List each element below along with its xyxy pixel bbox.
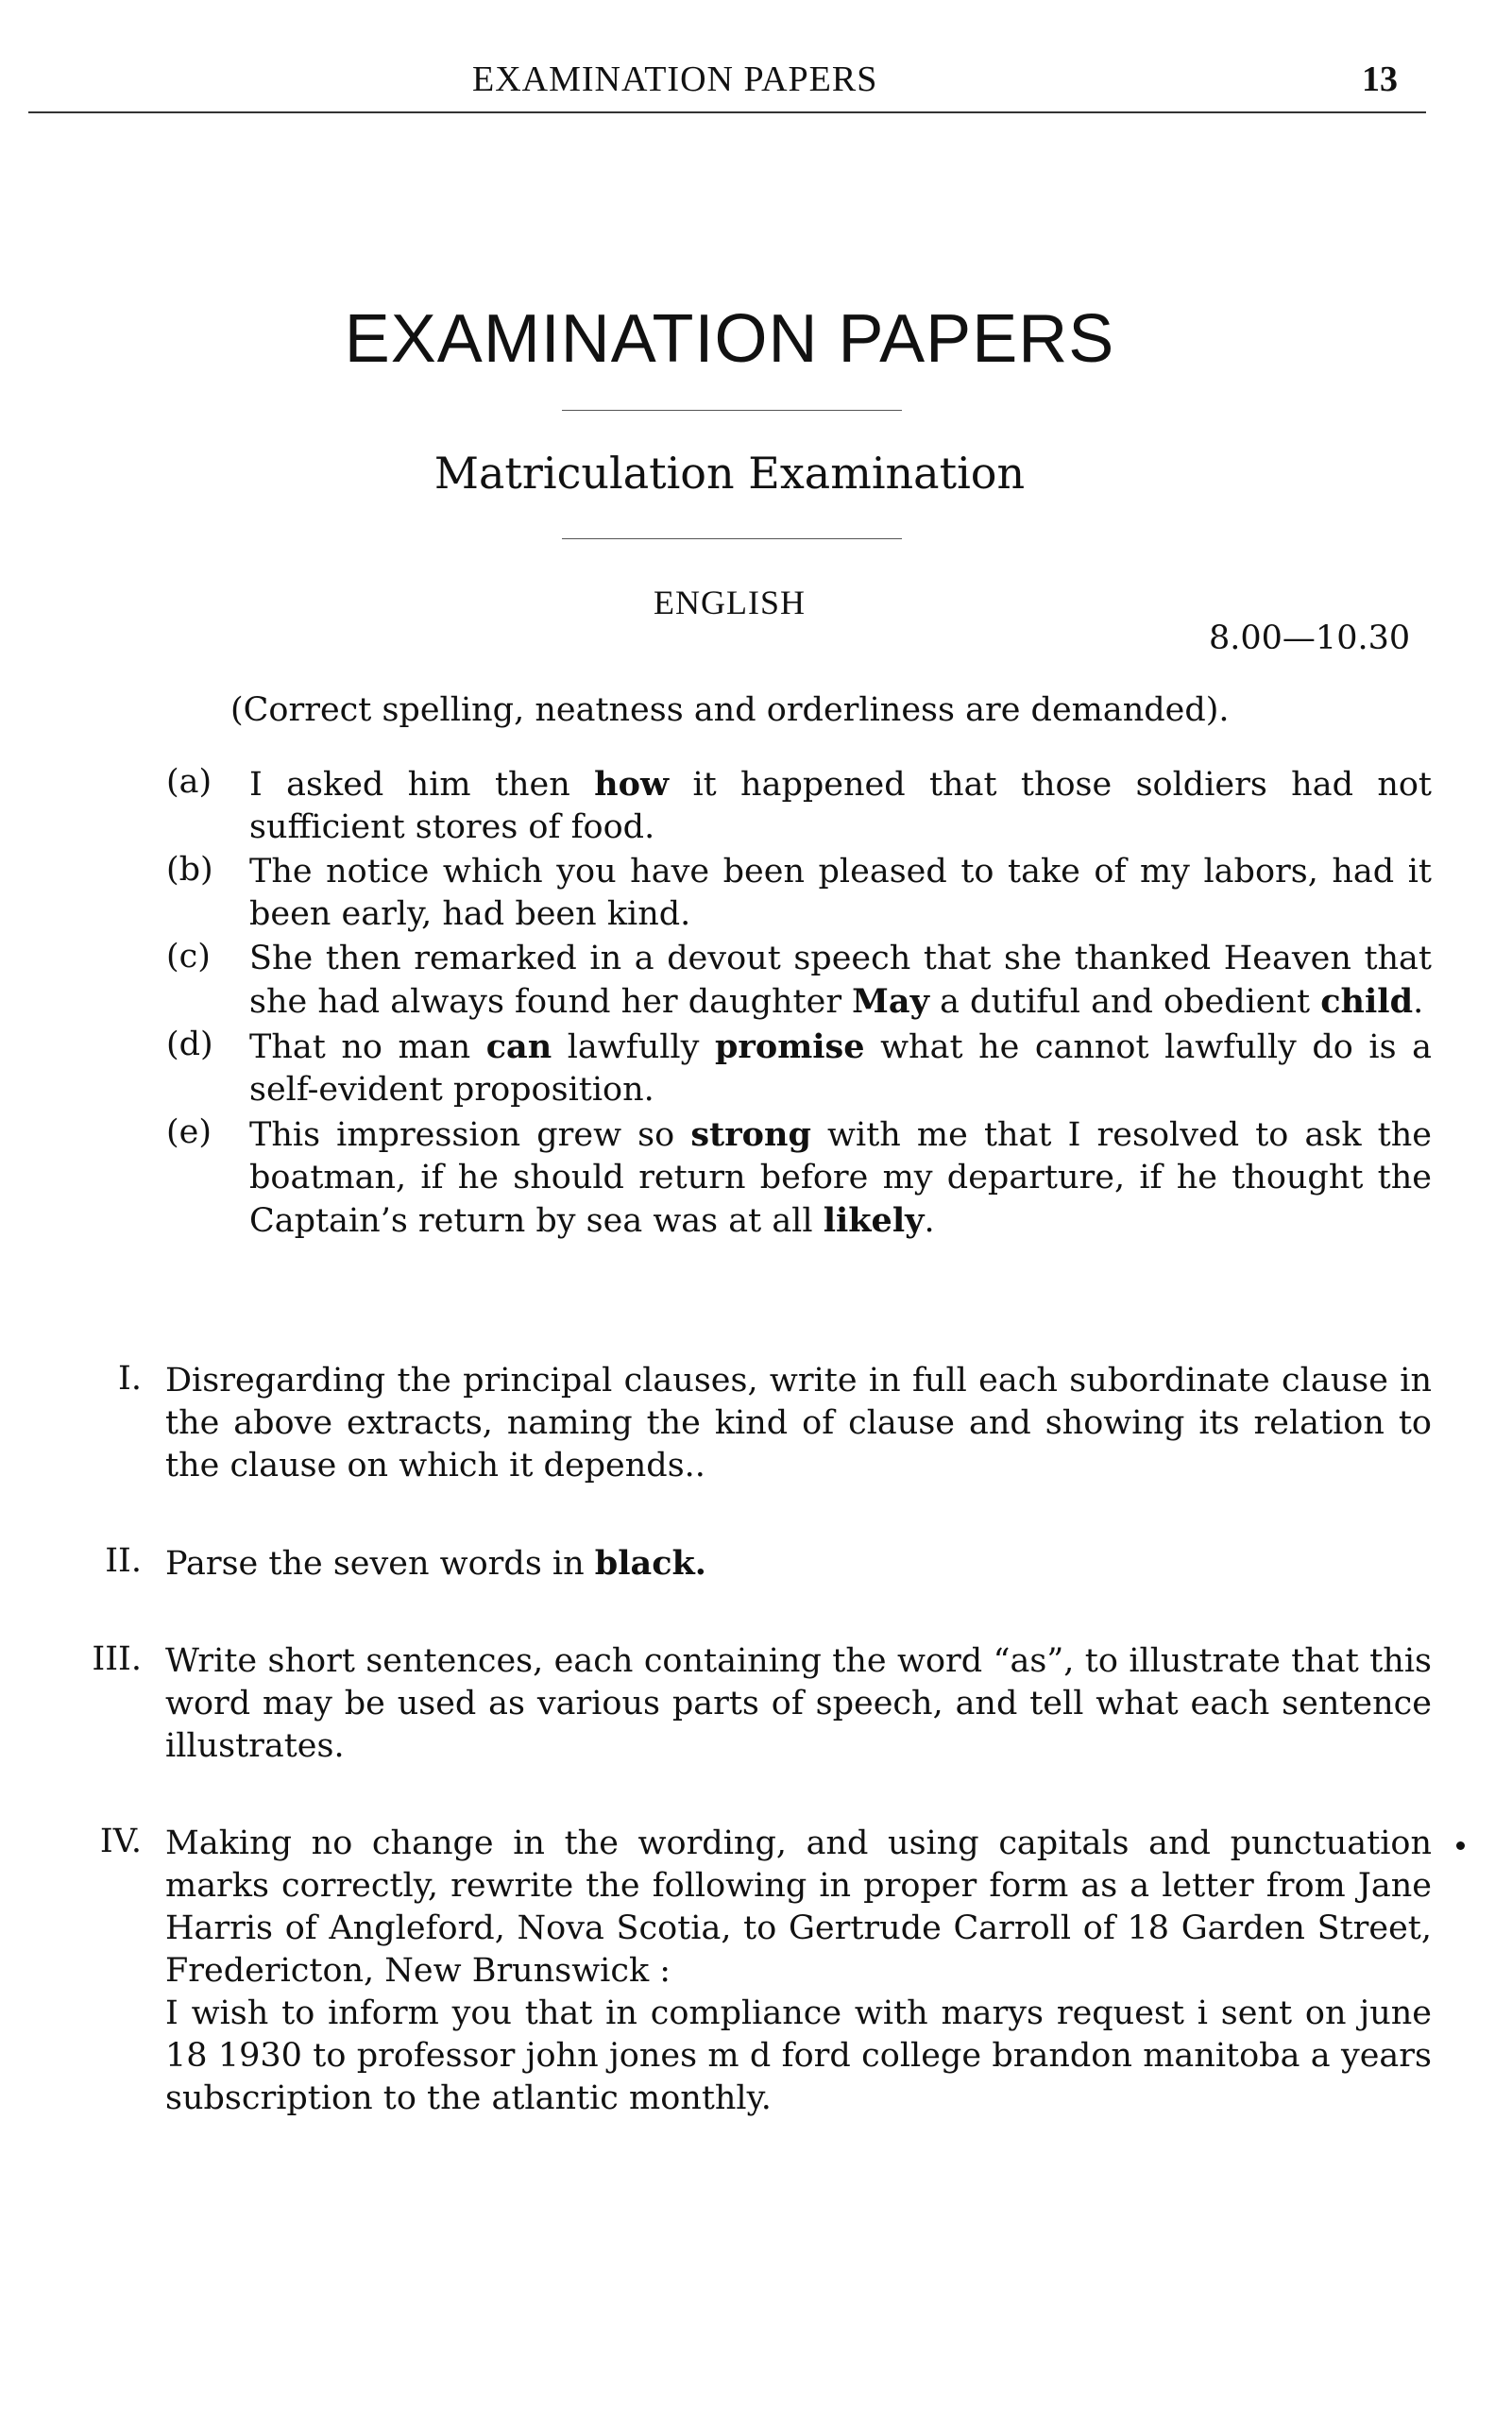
extract-item — [166, 1026, 1432, 1111]
extract-label: (b) — [166, 851, 213, 889]
extract-text: That no man can lawfully promise what he cannot lawfully do is a self-evident proposition. — [249, 1027, 1432, 1109]
extract-item — [166, 851, 1432, 936]
extract-text: She then remarked in a devout speech that she thanked Heaven that she had always found her daughter May a dutiful and obedient child. — [249, 940, 1432, 1021]
extract-text: This impression grew so strong with me that I resolved to ask the boatman, if he should return before my departure, if he thought the Captain’s return by sea was at all likely. — [249, 1115, 1432, 1240]
running-header — [0, 59, 1512, 115]
question-text: Parse the seven words in black. — [165, 1544, 706, 1583]
extract-item — [166, 1113, 1432, 1243]
question-item — [38, 1360, 1432, 1487]
subtitle-divider — [562, 538, 902, 539]
question-text: Write short sentences, each containing the word “as”, to illustrate that this word may be used as various parts of speech, and tell what each sentence illustrates. — [165, 1642, 1432, 1765]
extract-text: I asked him then how it happened that those soldiers had not sufficient stores of food. — [249, 765, 1432, 846]
exam-time: 8.00—10.30 — [1209, 619, 1411, 657]
question-item — [38, 1823, 1432, 2120]
instructions-note: (Correct spelling, neatness and orderliness are demanded). — [230, 691, 1230, 729]
extract-item — [166, 763, 1432, 849]
bold-word: promise — [714, 1027, 865, 1066]
page-title: EXAMINATION PAPERS — [344, 301, 1115, 377]
question-item — [38, 1542, 1432, 1586]
extract-label: (c) — [166, 938, 211, 975]
title-divider — [562, 410, 902, 411]
running-header-title: EXAMINATION PAPERS — [472, 59, 878, 99]
exam-subtitle: Matriculation Examination — [433, 448, 1026, 499]
margin-dot — [1456, 1841, 1465, 1850]
subject-heading: ENGLISH — [654, 584, 806, 621]
extract-label: (e) — [166, 1113, 212, 1151]
bold-word: child — [1320, 982, 1414, 1021]
bold-word: can — [485, 1027, 552, 1066]
extracts-list — [166, 763, 1432, 1245]
questions-list — [38, 1360, 1432, 2120]
question-number: II. — [105, 1542, 142, 1580]
question-number: III. — [92, 1640, 142, 1678]
question-text: Disregarding the principal clauses, write in full each subordinate clause in the above extracts, naming the kind of clause and showing its relation to the clause on which it depends.. — [165, 1362, 1432, 1484]
page-number: 13 — [1362, 59, 1398, 99]
header-rule — [28, 111, 1426, 113]
bold-word: likely — [823, 1201, 925, 1240]
extract-item — [166, 938, 1432, 1024]
letter-text: I wish to inform you that in compliance with marys request i sent on june 18 1930 to professor john jones m d ford college brandon manitoba a years subscription to the atlantic monthly. — [165, 1994, 1432, 2117]
extract-text: The notice which you have been pleased to take of my labors, had it been early, had been kind. — [249, 853, 1432, 933]
extract-label: (a) — [166, 763, 212, 801]
bold-word: how — [594, 765, 670, 804]
question-text: Making no change in the wording, and using capitals and punctuation marks correctly, rewrite the following in proper form as a letter from Jane Harris of Angleford, Nova Scotia, to Gertrude Carroll of 18 Garden Street, Fredericton, New Brunswick : — [165, 1824, 1432, 1990]
question-number: IV. — [99, 1823, 142, 1860]
bold-word: black. — [594, 1544, 706, 1583]
question-number: I. — [118, 1360, 142, 1398]
question-item — [38, 1640, 1432, 1768]
bold-word: strong — [690, 1115, 811, 1154]
extract-label: (d) — [166, 1026, 213, 1063]
bold-word: May — [852, 982, 929, 1021]
